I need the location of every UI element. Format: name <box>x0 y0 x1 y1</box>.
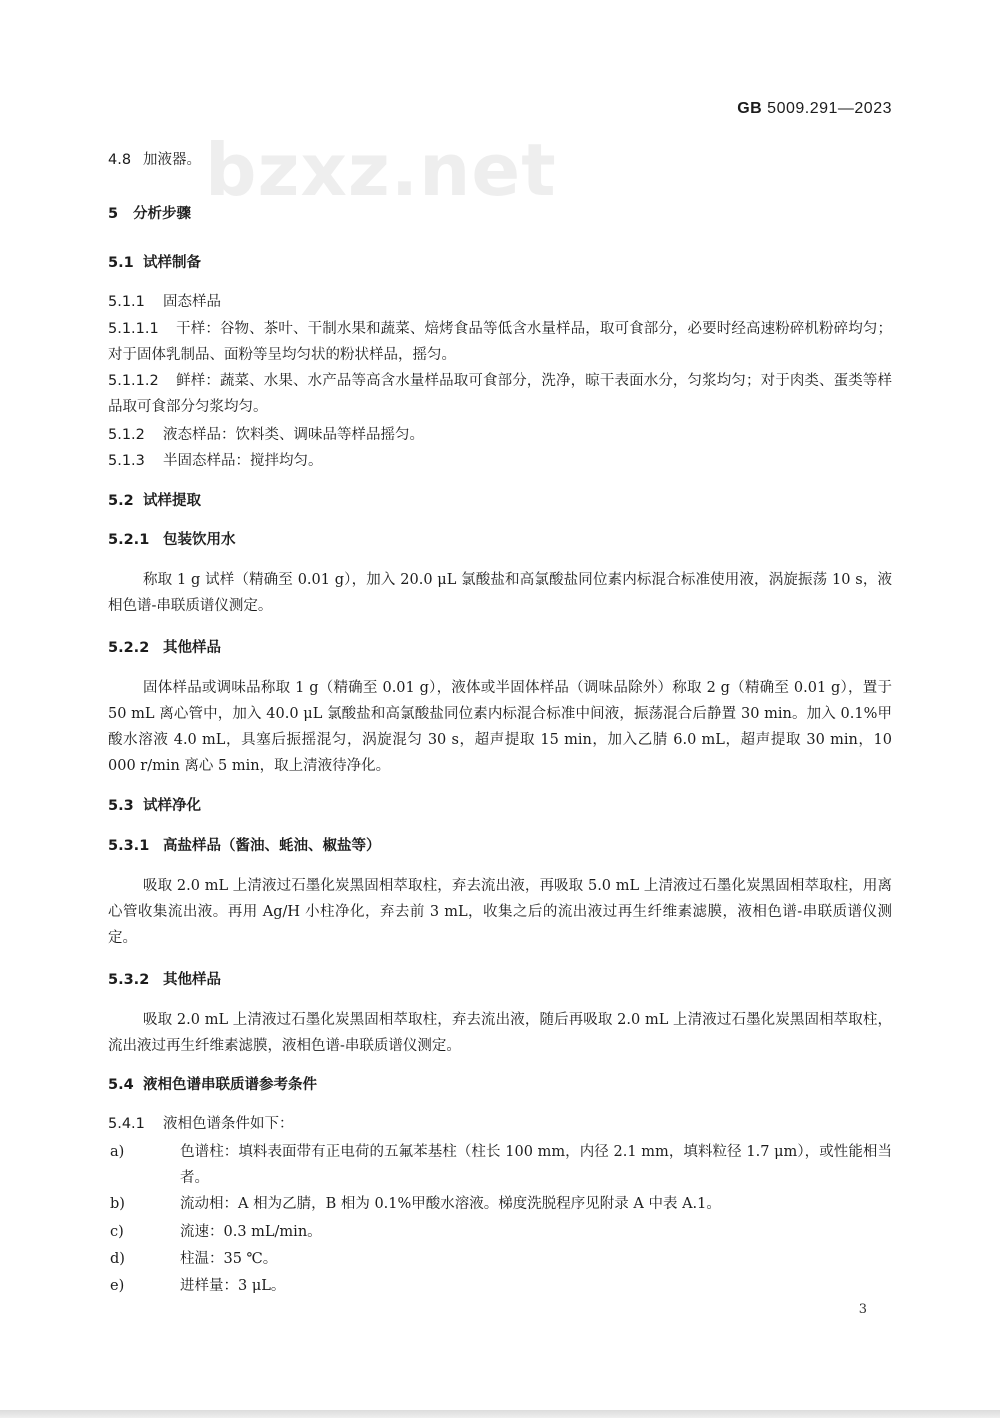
section-5-3-2-heading <box>108 970 221 990</box>
clause-number: 4.8 <box>108 152 132 168</box>
clause-5-4-1 <box>108 1114 294 1134</box>
paragraph-5-2-2: 固体样品或调味品称取 1 g（精确至 0.01 g），液体或半固体样品（调味品除外）称取 2 g（精确至 0.01 g），置于 50 mL 离心管中，加入 40.0 μL 氯酸盐和高氯酸盐同位素内标混合标准中间液，振荡混合后静置 30 min。加入 0.1%甲酸水溶液 4.0 mL，具塞后振摇混匀，涡旋混匀 30 s，超声提取 15 min，加入乙腈 6.0 mL，超声提取 30 min，10 000 r/min 离心 5 min，取上清液待净化。 <box>108 680 892 774</box>
standard-code <box>737 100 892 118</box>
section-title: 试样提取 <box>143 493 201 509</box>
paragraph-5-2-1: 称取 1 g 试样（精确至 0.01 g），加入 20.0 μL 氯酸盐和高氯酸盐同位素内标混合标准使用液，涡旋振荡 10 s，液相色谱-串联质谱仪测定。 <box>108 572 892 614</box>
section-number: 5.2.1 <box>108 532 150 548</box>
section-title: 其他样品 <box>163 640 221 656</box>
section-number: 5.1 <box>108 255 134 271</box>
section-number: 5.2.2 <box>108 640 150 656</box>
clause-number: 5.1.1.2 <box>108 373 159 389</box>
list-text: 进样量：3 μL。 <box>180 1278 286 1294</box>
clause-number: 5.1.1.1 <box>108 321 159 337</box>
list-label: b) <box>110 1196 125 1212</box>
section-5-heading <box>108 204 191 224</box>
list-label: e) <box>110 1278 125 1294</box>
section-title: 试样制备 <box>143 255 201 271</box>
section-5-2-1-heading <box>108 530 236 550</box>
clause-number: 5.1.1 <box>108 294 145 310</box>
clause-5-1-2 <box>108 425 424 445</box>
section-number: 5.3 <box>108 798 134 814</box>
section-number: 5.4 <box>108 1077 134 1093</box>
section-title: 包装饮用水 <box>163 532 236 548</box>
paragraph-5-3-1: 吸取 2.0 mL 上清液过石墨化炭黑固相萃取柱，弃去流出液，再吸取 5.0 mL 上清液过石墨化炭黑固相萃取柱，用离心管收集流出液。再用 Ag/H 小柱净化，弃去前 3 mL，收集之后的流出液过再生纤维素滤膜，液相色谱-串联质谱仪测定。 <box>108 878 892 946</box>
section-5-2-2-heading <box>108 638 221 658</box>
clause-number: 5.1.2 <box>108 427 145 443</box>
list-item-d <box>110 1246 892 1272</box>
section-5-3-heading <box>108 796 201 816</box>
section-number: 5 <box>108 206 119 222</box>
list-item-a <box>110 1139 892 1191</box>
clause-text: 液相色谱条件如下： <box>163 1116 294 1132</box>
clause-text: 固态样品 <box>163 294 221 310</box>
clause-5-1-1-2 <box>108 368 892 420</box>
section-number: 5.2 <box>108 493 134 509</box>
list-item-b <box>110 1191 892 1217</box>
clause-text: 干样：谷物、茶叶、干制水果和蔬菜、焙烤食品等低含水量样品，取可食部分，必要时经高速粉碎机粉碎均匀；对于固体乳制品、面粉等呈均匀状的粉状样品，摇匀。 <box>108 321 892 363</box>
section-number: 5.3.2 <box>108 972 150 988</box>
list-text: 流动相：A 相为乙腈，B 相为 0.1%甲酸水溶液。梯度洗脱程序见附录 A 中表 A.1。 <box>180 1196 721 1212</box>
clause-number: 5.4.1 <box>108 1116 145 1132</box>
standard-prefix: GB <box>737 100 763 117</box>
clause-text: 鲜样：蔬菜、水果、水产品等高含水量样品取可食部分，洗净，晾干表面水分，匀浆均匀；对于肉类、蛋类等样品取可食部分匀浆均匀。 <box>108 373 892 415</box>
clause-text: 加液器。 <box>143 152 201 168</box>
section-title: 试样净化 <box>143 798 201 814</box>
list-label: d) <box>110 1251 125 1267</box>
paragraph-5-3-2: 吸取 2.0 mL 上清液过石墨化炭黑固相萃取柱，弃去流出液，随后再吸取 2.0 mL 上清液过石墨化炭黑固相萃取柱，流出液过再生纤维素滤膜，液相色谱-串联质谱仪测定。 <box>108 1012 892 1054</box>
list-item-c <box>110 1219 892 1245</box>
clause-number: 5.1.3 <box>108 453 145 469</box>
clause-5-1-3 <box>108 451 323 471</box>
section-5-2-heading <box>108 491 201 511</box>
list-text: 色谱柱：填料表面带有正电荷的五氟苯基柱（柱长 100 mm，内径 2.1 mm，填料粒径 1.7 μm），或性能相当者。 <box>180 1144 892 1186</box>
clause-text: 液态样品：饮料类、调味品等样品摇匀。 <box>163 427 424 443</box>
list-label: c) <box>110 1224 124 1240</box>
section-title: 分析步骤 <box>133 206 191 222</box>
watermark: bzxz.net <box>205 128 557 212</box>
section-number: 5.3.1 <box>108 838 150 854</box>
section-title: 其他样品 <box>163 972 221 988</box>
section-5-1-heading <box>108 253 201 273</box>
section-5-4-heading <box>108 1075 317 1095</box>
clause-4-8 <box>108 150 201 170</box>
list-item-e <box>110 1273 892 1299</box>
list-text: 柱温：35 ℃。 <box>180 1251 278 1267</box>
page-number: 3 <box>858 1302 867 1317</box>
clause-5-1-1-1 <box>108 316 892 368</box>
section-title: 液相色谱串联质谱参考条件 <box>143 1077 317 1093</box>
standard-number: 5009.291—2023 <box>767 100 892 117</box>
list-label: a) <box>110 1144 125 1160</box>
section-title: 高盐样品（酱油、蚝油、椒盐等） <box>163 838 381 854</box>
clause-5-1-1 <box>108 292 221 312</box>
clause-text: 半固态样品：搅拌均匀。 <box>163 453 323 469</box>
list-text: 流速：0.3 mL/min。 <box>180 1224 322 1240</box>
section-5-3-1-heading <box>108 836 381 856</box>
page-bottom-edge <box>0 1410 1000 1418</box>
